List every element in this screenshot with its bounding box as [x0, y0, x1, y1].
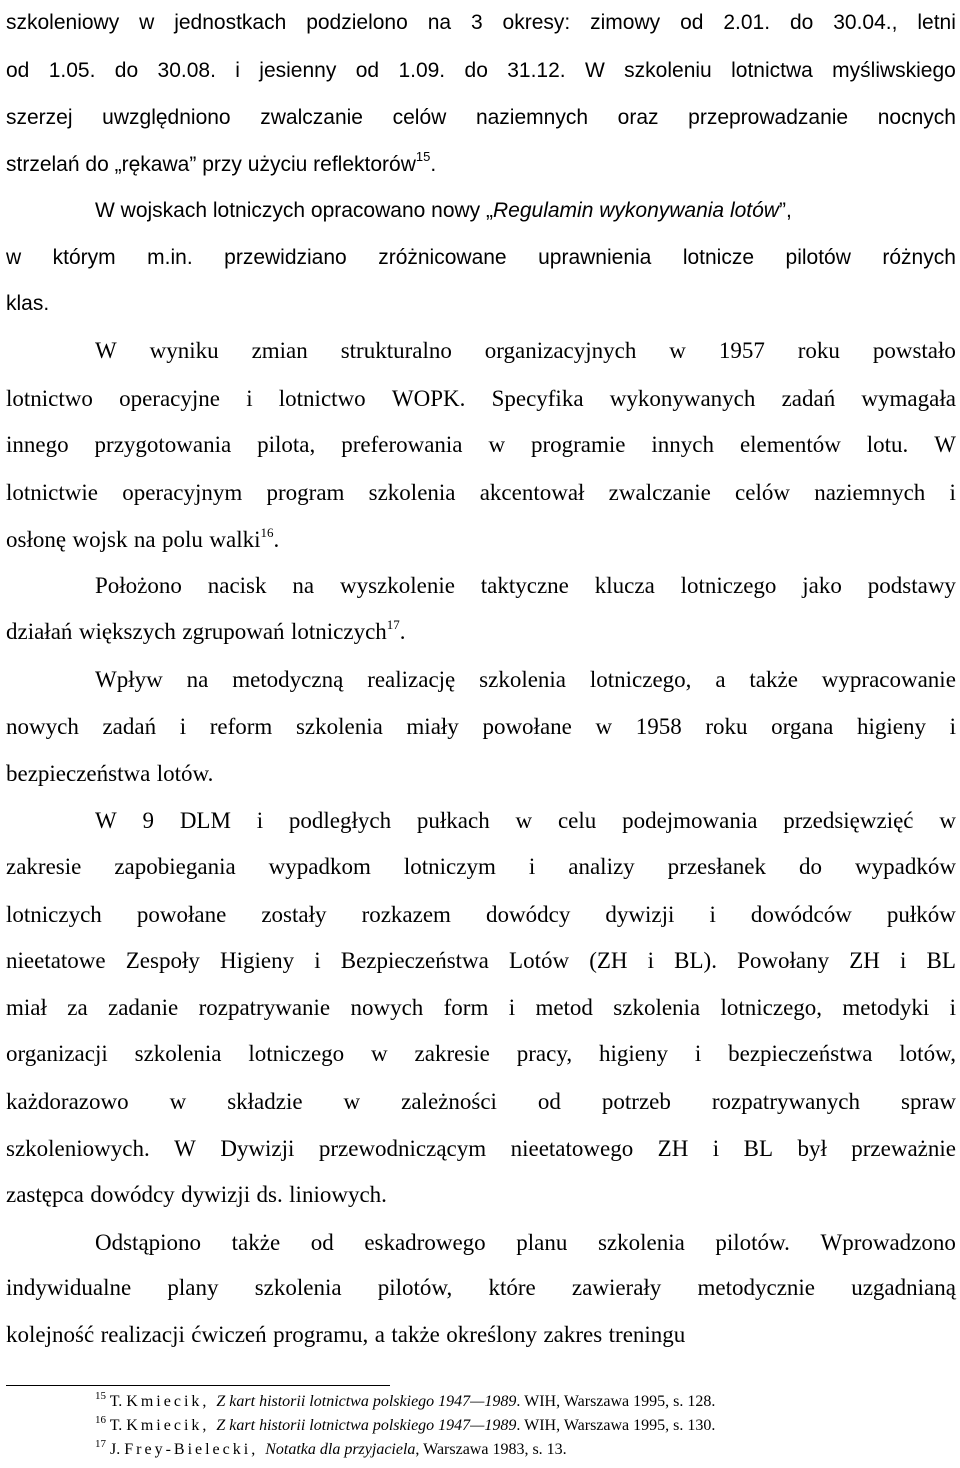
word: podejmowania — [622, 808, 758, 833]
word: od — [355, 59, 380, 82]
word: operacyjne — [119, 386, 220, 411]
word: i — [528, 854, 536, 879]
footnote-author-initial: J. — [106, 1441, 125, 1458]
word: nieetatowego — [510, 1136, 634, 1161]
word: jednostkach — [174, 11, 287, 34]
word: od — [680, 11, 704, 34]
word: lotnicze — [682, 246, 755, 269]
word: podstawy — [867, 573, 956, 598]
word: wyniku — [149, 338, 219, 363]
word: programie — [530, 432, 626, 457]
text-line — [6, 852, 956, 882]
word: lotniczych — [6, 902, 102, 927]
word: roku — [705, 714, 748, 739]
word: miał — [6, 995, 47, 1020]
word: BL — [743, 1136, 773, 1161]
word: programu, — [273, 1322, 369, 1347]
word: zadań — [781, 386, 836, 411]
word: zakresie — [6, 854, 82, 879]
word: szkolenia — [613, 995, 701, 1020]
word: w — [488, 432, 506, 457]
word: Wpływ — [95, 667, 163, 692]
word: higieny — [598, 1041, 668, 1066]
word: plany — [167, 1275, 219, 1300]
text-line — [6, 759, 956, 789]
word: ZH — [849, 948, 880, 973]
word: miały — [406, 714, 459, 739]
word: organa — [771, 714, 834, 739]
word: był — [797, 1136, 827, 1161]
word: i — [949, 714, 956, 739]
word: program — [266, 480, 345, 505]
word: myśliwskiego — [832, 59, 956, 82]
text-line — [6, 289, 956, 319]
word: pilotów. — [715, 1230, 790, 1255]
word: planu — [516, 1230, 568, 1255]
word: w — [939, 808, 956, 833]
word: użyciu — [247, 153, 308, 176]
word: W — [95, 338, 117, 363]
word: potrzeb — [601, 1089, 671, 1114]
word: Wprowadzono — [820, 1230, 956, 1255]
word: 1958 — [635, 714, 682, 739]
word: klucza — [594, 573, 655, 598]
word: szkolenia — [295, 714, 383, 739]
word: szkolenia — [597, 1230, 685, 1255]
word: i — [694, 1041, 702, 1066]
word: zmian — [251, 338, 308, 363]
word: i — [246, 386, 253, 411]
text-line — [6, 1320, 956, 1350]
word: w — [595, 714, 613, 739]
word: pułkach — [416, 808, 490, 833]
word: uprawnienia — [538, 246, 652, 269]
word: reform — [209, 714, 273, 739]
word: operacyjnym — [122, 480, 243, 505]
footnote-source: . WIH, Warszawa 1995, s. 128. — [516, 1393, 716, 1410]
word: rozpatrywanie — [198, 995, 331, 1020]
text-line — [6, 56, 956, 86]
word: powstało — [872, 338, 956, 363]
footnote-number: 15 — [95, 1390, 106, 1402]
word: powołane — [482, 714, 572, 739]
word: W — [584, 59, 605, 82]
word: indywidualne — [6, 1275, 132, 1300]
footnote-author: Kmiecik, — [126, 1417, 217, 1434]
word: realizację — [367, 667, 456, 692]
word: WOPK. — [391, 386, 466, 411]
word: naziemnych — [814, 480, 926, 505]
word: do — [799, 854, 823, 879]
word: w — [343, 1089, 361, 1114]
word: określony — [446, 1322, 538, 1347]
word: zostały — [261, 902, 327, 927]
word: DLM — [179, 808, 231, 833]
word: zapobiegania — [114, 854, 236, 879]
word: wypracowanie — [821, 667, 956, 692]
footnote-author: Kmiecik, — [126, 1393, 217, 1410]
word: innych — [651, 432, 715, 457]
word: metodyki — [842, 995, 930, 1020]
word: dowódcy — [90, 1182, 175, 1207]
word: szkoleniowy — [6, 11, 120, 34]
line-text: ”, — [778, 199, 792, 222]
line-text: W wojskach lotniczych opracowano nowy „ — [95, 199, 493, 222]
word: szkolenia — [479, 667, 567, 692]
word: lotniczego — [248, 1041, 345, 1066]
footnote-title: Notatka dla przyjaciela — [265, 1441, 416, 1458]
word: celu — [557, 808, 597, 833]
word: które — [488, 1275, 536, 1300]
word: wojsk — [72, 527, 128, 552]
text-line — [95, 571, 956, 601]
word: Bezpieczeństwa — [340, 948, 489, 973]
footnote-reference[interactable]: 17 — [386, 617, 400, 632]
word: i — [949, 995, 956, 1020]
word: na — [133, 527, 156, 552]
word: którym — [52, 246, 116, 269]
word: naziemnych — [475, 106, 589, 129]
word: zakresie — [414, 1041, 490, 1066]
text-line — [95, 336, 956, 366]
word: i — [508, 995, 516, 1020]
word: form — [443, 995, 489, 1020]
text-line — [95, 665, 956, 695]
text-line — [6, 243, 956, 273]
footnote-separator — [6, 1385, 390, 1386]
word: organizacji — [6, 1041, 108, 1066]
footnote-author-initial: T. — [106, 1417, 127, 1434]
text-line — [95, 806, 956, 836]
text-line — [95, 196, 956, 226]
word: pilotów, — [377, 1275, 453, 1300]
word: w — [169, 1089, 187, 1114]
word: liniowych. — [289, 1182, 387, 1207]
word: eskadrowego — [364, 1230, 486, 1255]
word: podzielono — [306, 11, 408, 34]
word: kolejność — [6, 1322, 95, 1347]
word: rozkazem — [361, 902, 451, 927]
word: wypadków — [855, 854, 956, 879]
word: zakres — [543, 1322, 603, 1347]
word: W — [934, 432, 956, 457]
word: nacisk — [207, 573, 267, 598]
word: 9 — [142, 808, 155, 833]
word: lotnictwo — [278, 386, 366, 411]
word: lotniczego — [680, 573, 777, 598]
word: 1957 — [718, 338, 765, 363]
word: wykonywanych — [609, 386, 756, 411]
word: lotnictwie — [6, 480, 98, 505]
word: zastępca — [6, 1182, 84, 1207]
word: od — [537, 1089, 561, 1114]
word: metod — [535, 995, 593, 1020]
word: pilota, — [257, 432, 316, 457]
word: Higieny — [219, 948, 295, 973]
word: uwzględniono — [102, 106, 231, 129]
word: BL — [926, 948, 956, 973]
word: i — [709, 902, 716, 927]
word: szkoleniowych. — [6, 1136, 150, 1161]
word: lotniczych$^{17}$. — [290, 617, 406, 644]
word: do — [789, 11, 814, 34]
word: bezpieczeństwa — [728, 1041, 873, 1066]
word: dywizji — [181, 1182, 251, 1207]
word: i — [314, 948, 321, 973]
footnote-number: 16 — [95, 1414, 106, 1426]
word: nieetatowe — [6, 948, 106, 973]
word: a — [715, 667, 726, 692]
word: pilotów — [785, 246, 851, 269]
word: klas. — [6, 292, 50, 315]
word: lotu. — [866, 432, 909, 457]
word: składzie — [227, 1089, 303, 1114]
word: nocnych — [877, 106, 956, 129]
word: roku — [797, 338, 840, 363]
word: m.in. — [147, 246, 193, 269]
word: spraw — [901, 1089, 956, 1114]
word: zróżnicowane — [378, 246, 507, 269]
word: lotów. — [156, 761, 214, 786]
word: powołane — [136, 902, 227, 927]
word: preferowania — [341, 432, 463, 457]
word: metodycznie — [697, 1275, 816, 1300]
word: Specyfika — [491, 386, 584, 411]
text-line — [6, 1134, 956, 1164]
word: zwalczanie — [608, 480, 711, 505]
word: szkolenia — [368, 480, 456, 505]
text-line — [6, 1180, 956, 1210]
word: szkolenia — [254, 1275, 342, 1300]
word: bezpieczeństwa — [6, 761, 151, 786]
word: zależności — [401, 1089, 497, 1114]
word: Dywizji — [220, 1136, 295, 1161]
footnote-source: . WIH, Warszawa 1995, s. 130. — [516, 1417, 716, 1434]
word: przedsięwzięć — [783, 808, 914, 833]
word: jesienny — [259, 59, 337, 82]
word: strukturalno — [340, 338, 452, 363]
word: w — [139, 11, 155, 34]
footnote-reference[interactable]: 16 — [260, 525, 274, 540]
word: jako — [802, 573, 842, 598]
footnote-source: , Warszawa 1983, s. 13. — [415, 1441, 567, 1458]
word: działań — [6, 619, 73, 644]
word: wypadkom — [268, 854, 371, 879]
word: zawierały — [571, 1275, 662, 1300]
word: na — [427, 11, 452, 34]
word: lotniczego, — [589, 667, 692, 692]
word: treningu — [608, 1322, 686, 1347]
word: i — [647, 948, 655, 973]
word: pułków — [886, 902, 956, 927]
word: 2.01. — [723, 11, 771, 34]
word: realizacji — [100, 1322, 185, 1347]
footnote-author-initial: T. — [106, 1393, 127, 1410]
word: W — [174, 1136, 196, 1161]
footnote — [95, 1440, 955, 1460]
word: dywizji — [605, 902, 675, 927]
word: strzelań — [6, 153, 80, 176]
text-line — [95, 1228, 956, 1258]
word: większych — [78, 619, 176, 644]
footnote — [95, 1392, 955, 1412]
footnote-reference[interactable]: 15 — [415, 149, 431, 164]
word: 30.04., — [833, 11, 898, 34]
word: i — [179, 714, 187, 739]
word: zadań — [102, 714, 157, 739]
word: do — [85, 153, 109, 176]
text-line — [6, 8, 956, 38]
word: metodyczną — [232, 667, 344, 692]
word: przeważnie — [851, 1136, 956, 1161]
word: lotnictwa — [731, 59, 813, 82]
word: przy — [202, 153, 242, 176]
word: oraz — [617, 106, 659, 129]
text-line — [6, 150, 956, 180]
word: innego — [6, 432, 69, 457]
word: Położono — [95, 573, 182, 598]
word: „rękawa” — [114, 153, 197, 176]
text-line — [6, 1273, 956, 1303]
word: w — [371, 1041, 388, 1066]
word: także — [231, 1230, 281, 1255]
footnote-author: Frey-Bielecki, — [124, 1441, 266, 1458]
word: ds. — [256, 1182, 283, 1207]
word: w — [6, 246, 22, 269]
text-line — [6, 617, 956, 647]
word: od — [310, 1230, 334, 1255]
word: celów — [392, 106, 447, 129]
word: W — [95, 808, 117, 833]
word: analizy — [568, 854, 635, 879]
word: lotnictwo — [6, 386, 93, 411]
word: każdorazowo — [6, 1089, 129, 1114]
word: podległych — [288, 808, 392, 833]
word: walki$^{16}$. — [209, 525, 280, 552]
word: przewodniczącym — [318, 1136, 487, 1161]
word: akcentował — [479, 480, 585, 505]
word: i — [235, 59, 240, 82]
text-line — [6, 103, 956, 133]
word: rozpatrywanych — [711, 1089, 861, 1114]
word: do — [464, 59, 488, 82]
word: ćwiczeń — [191, 1322, 267, 1347]
word: lotniczym — [403, 854, 496, 879]
word: przygotowania — [94, 432, 232, 457]
word: uzgadnianą — [851, 1275, 956, 1300]
word: organizacyjnych — [484, 338, 637, 363]
word: 31.12. — [507, 59, 566, 82]
text-line — [6, 712, 956, 742]
word: 3 — [470, 11, 483, 34]
word: na — [292, 573, 315, 598]
word: ZH — [657, 1136, 689, 1161]
word: dowódców — [750, 902, 852, 927]
italic-title: Regulamin wykonywania lotów — [493, 199, 779, 222]
word: różnych — [882, 246, 956, 269]
word: (ZH — [589, 948, 628, 973]
word: a — [374, 1322, 385, 1347]
word: elementów — [739, 432, 841, 457]
word: zgrupowań — [182, 619, 285, 644]
word: także — [391, 1322, 440, 1347]
word: do — [114, 59, 139, 82]
word: szkoleniu — [624, 59, 712, 82]
word: 30.08. — [157, 59, 216, 82]
word: letni — [917, 11, 956, 34]
word: lotniczego, — [720, 995, 823, 1020]
text-line — [6, 900, 956, 930]
word: wyszkolenie — [339, 573, 455, 598]
text-line — [6, 946, 956, 976]
word: polu — [162, 527, 203, 552]
word: zadanie — [108, 995, 179, 1020]
text-line — [6, 993, 956, 1023]
word: i — [949, 480, 956, 505]
word: także — [749, 667, 798, 692]
word: przesłanek — [667, 854, 767, 879]
word: 1.05. — [48, 59, 96, 82]
word: na — [186, 667, 209, 692]
text-line — [6, 525, 956, 555]
footnote-title: Z kart historii lotnictwa polskiego 1947—1989 — [216, 1417, 517, 1434]
text-line — [6, 430, 956, 460]
footnote — [95, 1416, 955, 1436]
text-line — [6, 478, 956, 508]
word: Zespoły — [125, 948, 200, 973]
word: od — [6, 59, 30, 82]
word: za — [67, 995, 88, 1020]
word: w — [515, 808, 533, 833]
text-line — [6, 1039, 956, 1069]
word: i — [256, 808, 264, 833]
word: pracy, — [516, 1041, 573, 1066]
word: Odstąpiono — [95, 1230, 202, 1255]
word: zwalczanie — [260, 106, 363, 129]
word: przeprowadzanie — [688, 106, 849, 129]
word: taktyczne — [480, 573, 569, 598]
word: zimowy — [590, 11, 661, 34]
word: Lotów — [509, 948, 570, 973]
word: i — [712, 1136, 720, 1161]
footnote-number: 17 — [95, 1438, 106, 1450]
word: nowych — [350, 995, 424, 1020]
word: celów — [735, 480, 790, 505]
word: Powołany — [737, 948, 830, 973]
word: BL). — [674, 948, 717, 973]
text-line — [6, 1087, 956, 1117]
footnote-title: Z kart historii lotnictwa polskiego 1947—1989 — [216, 1393, 517, 1410]
word: higieny — [856, 714, 926, 739]
word: w — [669, 338, 686, 363]
word: i — [900, 948, 907, 973]
word: osłonę — [6, 527, 67, 552]
text-line — [6, 384, 956, 414]
word: szkolenia — [134, 1041, 222, 1066]
word: 1.09. — [398, 59, 446, 82]
word: szerzej — [6, 106, 73, 129]
word: przewidziano — [224, 246, 347, 269]
word: dowódcy — [486, 902, 571, 927]
word: reflektorów$^{15}$. — [313, 149, 437, 176]
word: wymagała — [861, 386, 956, 411]
word: nowych — [6, 714, 79, 739]
word: okresy: — [502, 11, 571, 34]
word: lotów, — [899, 1041, 956, 1066]
